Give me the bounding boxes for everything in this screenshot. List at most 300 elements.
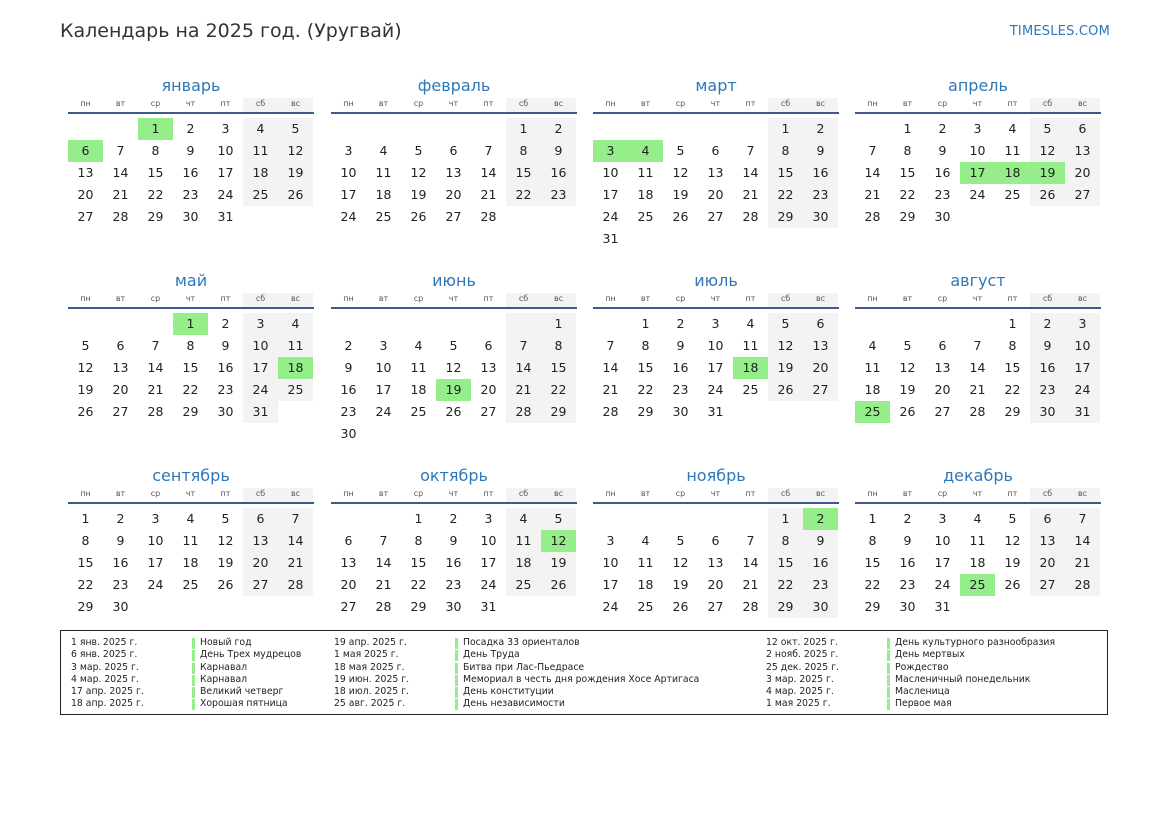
day-cell[interactable]: 30: [182, 209, 199, 224]
empty-day[interactable]: [960, 206, 995, 228]
day-cell[interactable]: 26: [672, 599, 689, 614]
day-cell[interactable]: 30: [217, 404, 234, 419]
day-cell[interactable]: 2: [541, 118, 576, 140]
empty-day[interactable]: [1030, 596, 1065, 618]
day-cell[interactable]: 6: [243, 508, 278, 530]
day-cell[interactable]: 14: [864, 165, 881, 180]
day-cell[interactable]: 20: [707, 187, 724, 202]
day-cell[interactable]: 16: [934, 165, 951, 180]
day-cell[interactable]: 9: [344, 360, 353, 375]
day-cell[interactable]: 7: [868, 143, 877, 158]
day-cell[interactable]: 31: [243, 401, 278, 423]
day-cell[interactable]: 27: [707, 209, 724, 224]
day-cell[interactable]: 26: [541, 574, 576, 596]
day-cell[interactable]: 1: [1008, 316, 1017, 331]
day-cell[interactable]: 5: [903, 338, 912, 353]
day-cell[interactable]: 6: [1030, 508, 1065, 530]
day-cell[interactable]: 8: [506, 140, 541, 162]
day-cell[interactable]: 5: [768, 313, 803, 335]
day-cell[interactable]: 26: [1030, 184, 1065, 206]
day-cell[interactable]: 13: [340, 555, 357, 570]
day-cell[interactable]: 15: [899, 165, 916, 180]
day-cell[interactable]: 13: [1065, 140, 1100, 162]
day-cell[interactable]: 15: [77, 555, 94, 570]
day-cell[interactable]: 11: [1004, 143, 1021, 158]
day-cell[interactable]: 29: [541, 401, 576, 423]
day-cell[interactable]: 12: [278, 140, 313, 162]
day-cell[interactable]: 13: [934, 360, 951, 375]
day-cell[interactable]: 19: [278, 162, 313, 184]
day-cell[interactable]: 21: [278, 552, 313, 574]
empty-day[interactable]: [138, 596, 173, 618]
empty-day[interactable]: [243, 596, 278, 618]
day-cell[interactable]: 21: [864, 187, 881, 202]
day-cell[interactable]: 4: [278, 313, 313, 335]
empty-day[interactable]: [663, 508, 698, 530]
empty-day[interactable]: [401, 423, 436, 445]
day-cell[interactable]: 26: [1004, 577, 1021, 592]
empty-day[interactable]: [366, 313, 401, 335]
day-cell[interactable]: 12: [899, 360, 916, 375]
day-cell[interactable]: 29: [899, 209, 916, 224]
day-cell[interactable]: 14: [147, 360, 164, 375]
day-cell[interactable]: 28: [147, 404, 164, 419]
day-cell[interactable]: 14: [742, 555, 759, 570]
day-cell[interactable]: 13: [77, 165, 94, 180]
day-cell[interactable]: 21: [480, 187, 497, 202]
day-cell[interactable]: 16: [899, 555, 916, 570]
day-cell[interactable]: 23: [672, 382, 689, 397]
day-cell[interactable]: 8: [186, 338, 195, 353]
day-cell[interactable]: 9: [116, 533, 125, 548]
empty-day[interactable]: [855, 313, 890, 335]
empty-day[interactable]: [628, 508, 663, 530]
day-cell[interactable]: 31: [934, 599, 951, 614]
day-cell[interactable]: 11: [637, 165, 654, 180]
day-cell[interactable]: 25: [960, 574, 995, 596]
day-cell[interactable]: 26: [77, 404, 94, 419]
day-cell[interactable]: 19: [1030, 162, 1065, 184]
day-cell[interactable]: 12: [217, 533, 234, 548]
day-cell[interactable]: 12: [1004, 533, 1021, 548]
day-cell[interactable]: 2: [803, 118, 838, 140]
day-cell[interactable]: 19: [1004, 555, 1021, 570]
empty-day[interactable]: [243, 206, 278, 228]
day-cell[interactable]: 12: [768, 335, 803, 357]
day-cell[interactable]: 21: [742, 187, 759, 202]
day-cell[interactable]: 18: [637, 577, 654, 592]
day-cell[interactable]: 23: [182, 187, 199, 202]
day-cell[interactable]: 18: [864, 382, 881, 397]
day-cell[interactable]: 16: [1030, 357, 1065, 379]
empty-day[interactable]: [471, 313, 506, 335]
day-cell[interactable]: 18: [733, 357, 768, 379]
day-cell[interactable]: 29: [768, 206, 803, 228]
day-cell[interactable]: 12: [410, 165, 427, 180]
day-cell[interactable]: 5: [676, 533, 685, 548]
empty-day[interactable]: [1065, 596, 1100, 618]
day-cell[interactable]: 16: [672, 360, 689, 375]
empty-day[interactable]: [733, 228, 768, 250]
day-cell[interactable]: 23: [934, 187, 951, 202]
day-cell[interactable]: 13: [480, 360, 497, 375]
day-cell[interactable]: 5: [221, 511, 230, 526]
day-cell[interactable]: 28: [864, 209, 881, 224]
day-cell[interactable]: 23: [445, 577, 462, 592]
day-cell[interactable]: 5: [414, 143, 423, 158]
day-cell[interactable]: 3: [243, 313, 278, 335]
day-cell[interactable]: 14: [742, 165, 759, 180]
day-cell[interactable]: 31: [707, 404, 724, 419]
day-cell[interactable]: 11: [637, 555, 654, 570]
day-cell[interactable]: 16: [445, 555, 462, 570]
empty-day[interactable]: [698, 118, 733, 140]
day-cell[interactable]: 1: [768, 118, 803, 140]
day-cell[interactable]: 22: [637, 382, 654, 397]
day-cell[interactable]: 20: [243, 552, 278, 574]
day-cell[interactable]: 22: [506, 184, 541, 206]
day-cell[interactable]: 9: [903, 533, 912, 548]
day-cell[interactable]: 4: [186, 511, 195, 526]
day-cell[interactable]: 5: [81, 338, 90, 353]
empty-day[interactable]: [733, 118, 768, 140]
day-cell[interactable]: 1: [541, 313, 576, 335]
day-cell[interactable]: 20: [77, 187, 94, 202]
day-cell[interactable]: 16: [112, 555, 129, 570]
day-cell[interactable]: 6: [711, 143, 720, 158]
day-cell[interactable]: 3: [1065, 313, 1100, 335]
empty-day[interactable]: [278, 401, 313, 423]
day-cell[interactable]: 8: [768, 140, 803, 162]
day-cell[interactable]: 1: [506, 118, 541, 140]
day-cell[interactable]: 9: [938, 143, 947, 158]
day-cell[interactable]: 9: [803, 530, 838, 552]
day-cell[interactable]: 3: [711, 316, 720, 331]
day-cell[interactable]: 22: [768, 574, 803, 596]
day-cell[interactable]: 1: [414, 511, 423, 526]
empty-day[interactable]: [278, 596, 313, 618]
day-cell[interactable]: 9: [541, 140, 576, 162]
day-cell[interactable]: 20: [445, 187, 462, 202]
day-cell[interactable]: 16: [182, 165, 199, 180]
day-cell[interactable]: 24: [707, 382, 724, 397]
day-cell[interactable]: 24: [1065, 379, 1100, 401]
day-cell[interactable]: 1: [641, 316, 650, 331]
empty-day[interactable]: [925, 313, 960, 335]
day-cell[interactable]: 7: [506, 335, 541, 357]
empty-day[interactable]: [768, 228, 803, 250]
day-cell[interactable]: 19: [672, 187, 689, 202]
day-cell[interactable]: 24: [375, 404, 392, 419]
day-cell[interactable]: 17: [147, 555, 164, 570]
day-cell[interactable]: 23: [340, 404, 357, 419]
day-cell[interactable]: 14: [375, 555, 392, 570]
day-cell[interactable]: 22: [1004, 382, 1021, 397]
day-cell[interactable]: 7: [606, 338, 615, 353]
day-cell[interactable]: 29: [864, 599, 881, 614]
day-cell[interactable]: 4: [414, 338, 423, 353]
day-cell[interactable]: 14: [480, 165, 497, 180]
day-cell[interactable]: 6: [344, 533, 353, 548]
day-cell[interactable]: 10: [147, 533, 164, 548]
day-cell[interactable]: 6: [938, 338, 947, 353]
day-cell[interactable]: 30: [934, 209, 951, 224]
day-cell[interactable]: 7: [746, 143, 755, 158]
empty-day[interactable]: [995, 206, 1030, 228]
day-cell[interactable]: 27: [1065, 184, 1100, 206]
day-cell[interactable]: 4: [1008, 121, 1017, 136]
day-cell[interactable]: 2: [449, 511, 458, 526]
empty-day[interactable]: [331, 313, 366, 335]
day-cell[interactable]: 8: [81, 533, 90, 548]
empty-day[interactable]: [995, 596, 1030, 618]
day-cell[interactable]: 6: [449, 143, 458, 158]
day-cell[interactable]: 8: [541, 335, 576, 357]
day-cell[interactable]: 9: [186, 143, 195, 158]
day-cell[interactable]: 14: [278, 530, 313, 552]
day-cell[interactable]: 26: [672, 209, 689, 224]
day-cell[interactable]: 31: [480, 599, 497, 614]
day-cell[interactable]: 30: [112, 599, 129, 614]
day-cell[interactable]: 15: [864, 555, 881, 570]
day-cell[interactable]: 3: [344, 143, 353, 158]
day-cell[interactable]: 11: [864, 360, 881, 375]
empty-day[interactable]: [855, 118, 890, 140]
day-cell[interactable]: 29: [182, 404, 199, 419]
day-cell[interactable]: 8: [1008, 338, 1017, 353]
day-cell[interactable]: 21: [602, 382, 619, 397]
day-cell[interactable]: 18: [637, 187, 654, 202]
day-cell[interactable]: 20: [340, 577, 357, 592]
day-cell[interactable]: 11: [506, 530, 541, 552]
empty-day[interactable]: [890, 313, 925, 335]
empty-day[interactable]: [1030, 206, 1065, 228]
day-cell[interactable]: 9: [449, 533, 458, 548]
day-cell[interactable]: 10: [340, 165, 357, 180]
day-cell[interactable]: 24: [480, 577, 497, 592]
day-cell[interactable]: 10: [934, 533, 951, 548]
day-cell[interactable]: 20: [1065, 162, 1100, 184]
day-cell[interactable]: 31: [217, 209, 234, 224]
day-cell[interactable]: 30: [445, 599, 462, 614]
empty-day[interactable]: [1065, 206, 1100, 228]
day-cell[interactable]: 11: [375, 165, 392, 180]
day-cell[interactable]: 9: [1030, 335, 1065, 357]
empty-day[interactable]: [436, 313, 471, 335]
day-cell[interactable]: 2: [676, 316, 685, 331]
day-cell[interactable]: 16: [803, 552, 838, 574]
day-cell[interactable]: 14: [112, 165, 129, 180]
day-cell[interactable]: 10: [375, 360, 392, 375]
day-cell[interactable]: 2: [344, 338, 353, 353]
day-cell[interactable]: 23: [217, 382, 234, 397]
day-cell[interactable]: 12: [1030, 140, 1065, 162]
day-cell[interactable]: 26: [899, 404, 916, 419]
day-cell[interactable]: 19: [899, 382, 916, 397]
day-cell[interactable]: 24: [340, 209, 357, 224]
day-cell[interactable]: 7: [278, 508, 313, 530]
day-cell[interactable]: 10: [243, 335, 278, 357]
day-cell[interactable]: 14: [969, 360, 986, 375]
day-cell[interactable]: 22: [899, 187, 916, 202]
day-cell[interactable]: 14: [1065, 530, 1100, 552]
day-cell[interactable]: 17: [217, 165, 234, 180]
day-cell[interactable]: 2: [186, 121, 195, 136]
day-cell[interactable]: 27: [707, 599, 724, 614]
day-cell[interactable]: 25: [1004, 187, 1021, 202]
day-cell[interactable]: 31: [602, 231, 619, 246]
day-cell[interactable]: 25: [375, 209, 392, 224]
day-cell[interactable]: 15: [147, 165, 164, 180]
day-cell[interactable]: 8: [768, 530, 803, 552]
day-cell[interactable]: 6: [484, 338, 493, 353]
day-cell[interactable]: 28: [112, 209, 129, 224]
day-cell[interactable]: 23: [803, 184, 838, 206]
empty-day[interactable]: [138, 313, 173, 335]
empty-day[interactable]: [593, 118, 628, 140]
day-cell[interactable]: 18: [995, 162, 1030, 184]
empty-day[interactable]: [331, 508, 366, 530]
day-cell[interactable]: 25: [278, 379, 313, 401]
day-cell[interactable]: 3: [484, 511, 493, 526]
empty-day[interactable]: [173, 596, 208, 618]
day-cell[interactable]: 12: [445, 360, 462, 375]
day-cell[interactable]: 27: [243, 574, 278, 596]
day-cell[interactable]: 28: [602, 404, 619, 419]
day-cell[interactable]: 14: [506, 357, 541, 379]
empty-day[interactable]: [960, 596, 995, 618]
empty-day[interactable]: [506, 596, 541, 618]
day-cell[interactable]: 21: [375, 577, 392, 592]
day-cell[interactable]: 22: [77, 577, 94, 592]
day-cell[interactable]: 25: [855, 401, 890, 423]
day-cell[interactable]: 23: [899, 577, 916, 592]
empty-day[interactable]: [366, 118, 401, 140]
day-cell[interactable]: 6: [68, 140, 103, 162]
day-cell[interactable]: 15: [410, 555, 427, 570]
day-cell[interactable]: 18: [278, 357, 313, 379]
day-cell[interactable]: 17: [602, 577, 619, 592]
day-cell[interactable]: 28: [506, 401, 541, 423]
empty-day[interactable]: [471, 423, 506, 445]
day-cell[interactable]: 21: [1065, 552, 1100, 574]
day-cell[interactable]: 8: [414, 533, 423, 548]
day-cell[interactable]: 23: [541, 184, 576, 206]
day-cell[interactable]: 5: [449, 338, 458, 353]
day-cell[interactable]: 7: [973, 338, 982, 353]
empty-day[interactable]: [103, 313, 138, 335]
day-cell[interactable]: 24: [147, 577, 164, 592]
day-cell[interactable]: 29: [77, 599, 94, 614]
empty-day[interactable]: [698, 228, 733, 250]
day-cell[interactable]: 3: [606, 533, 615, 548]
day-cell[interactable]: 21: [742, 577, 759, 592]
day-cell[interactable]: 25: [506, 574, 541, 596]
day-cell[interactable]: 12: [541, 530, 576, 552]
day-cell[interactable]: 5: [1008, 511, 1017, 526]
day-cell[interactable]: 3: [151, 511, 160, 526]
day-cell[interactable]: 30: [1030, 401, 1065, 423]
day-cell[interactable]: 13: [1030, 530, 1065, 552]
day-cell[interactable]: 13: [803, 335, 838, 357]
empty-day[interactable]: [103, 118, 138, 140]
day-cell[interactable]: 10: [602, 165, 619, 180]
day-cell[interactable]: 4: [868, 338, 877, 353]
day-cell[interactable]: 16: [340, 382, 357, 397]
day-cell[interactable]: 11: [742, 338, 759, 353]
empty-day[interactable]: [698, 508, 733, 530]
day-cell[interactable]: 2: [116, 511, 125, 526]
day-cell[interactable]: 20: [707, 577, 724, 592]
day-cell[interactable]: 9: [221, 338, 230, 353]
day-cell[interactable]: 16: [217, 360, 234, 375]
day-cell[interactable]: 18: [506, 552, 541, 574]
day-cell[interactable]: 25: [637, 599, 654, 614]
empty-day[interactable]: [506, 423, 541, 445]
day-cell[interactable]: 24: [602, 599, 619, 614]
day-cell[interactable]: 3: [221, 121, 230, 136]
day-cell[interactable]: 8: [641, 338, 650, 353]
day-cell[interactable]: 27: [1030, 574, 1065, 596]
day-cell[interactable]: 27: [445, 209, 462, 224]
day-cell[interactable]: 17: [340, 187, 357, 202]
empty-day[interactable]: [401, 118, 436, 140]
day-cell[interactable]: 12: [672, 555, 689, 570]
day-cell[interactable]: 10: [707, 338, 724, 353]
empty-day[interactable]: [541, 206, 576, 228]
day-cell[interactable]: 13: [707, 555, 724, 570]
day-cell[interactable]: 8: [903, 143, 912, 158]
day-cell[interactable]: 11: [410, 360, 427, 375]
day-cell[interactable]: 10: [480, 533, 497, 548]
day-cell[interactable]: 25: [742, 382, 759, 397]
empty-day[interactable]: [628, 228, 663, 250]
empty-day[interactable]: [960, 313, 995, 335]
day-cell[interactable]: 27: [77, 209, 94, 224]
day-cell[interactable]: 11: [969, 533, 986, 548]
day-cell[interactable]: 11: [182, 533, 199, 548]
day-cell[interactable]: 18: [969, 555, 986, 570]
day-cell[interactable]: 5: [676, 143, 685, 158]
day-cell[interactable]: 13: [112, 360, 129, 375]
day-cell[interactable]: 19: [410, 187, 427, 202]
day-cell[interactable]: 25: [182, 577, 199, 592]
day-cell[interactable]: 15: [768, 552, 803, 574]
day-cell[interactable]: 22: [410, 577, 427, 592]
day-cell[interactable]: 25: [243, 184, 278, 206]
day-cell[interactable]: 19: [217, 555, 234, 570]
day-cell[interactable]: 15: [541, 357, 576, 379]
day-cell[interactable]: 10: [969, 143, 986, 158]
day-cell[interactable]: 3: [379, 338, 388, 353]
day-cell[interactable]: 2: [221, 316, 230, 331]
day-cell[interactable]: 30: [803, 596, 838, 618]
day-cell[interactable]: 18: [243, 162, 278, 184]
day-cell[interactable]: 5: [541, 508, 576, 530]
day-cell[interactable]: 7: [746, 533, 755, 548]
empty-day[interactable]: [401, 313, 436, 335]
empty-day[interactable]: [471, 118, 506, 140]
empty-day[interactable]: [663, 228, 698, 250]
day-cell[interactable]: 26: [410, 209, 427, 224]
day-cell[interactable]: 28: [480, 209, 497, 224]
day-cell[interactable]: 8: [868, 533, 877, 548]
day-cell[interactable]: 28: [278, 574, 313, 596]
day-cell[interactable]: 5: [278, 118, 313, 140]
day-cell[interactable]: 24: [243, 379, 278, 401]
day-cell[interactable]: 1: [903, 121, 912, 136]
day-cell[interactable]: 23: [803, 574, 838, 596]
